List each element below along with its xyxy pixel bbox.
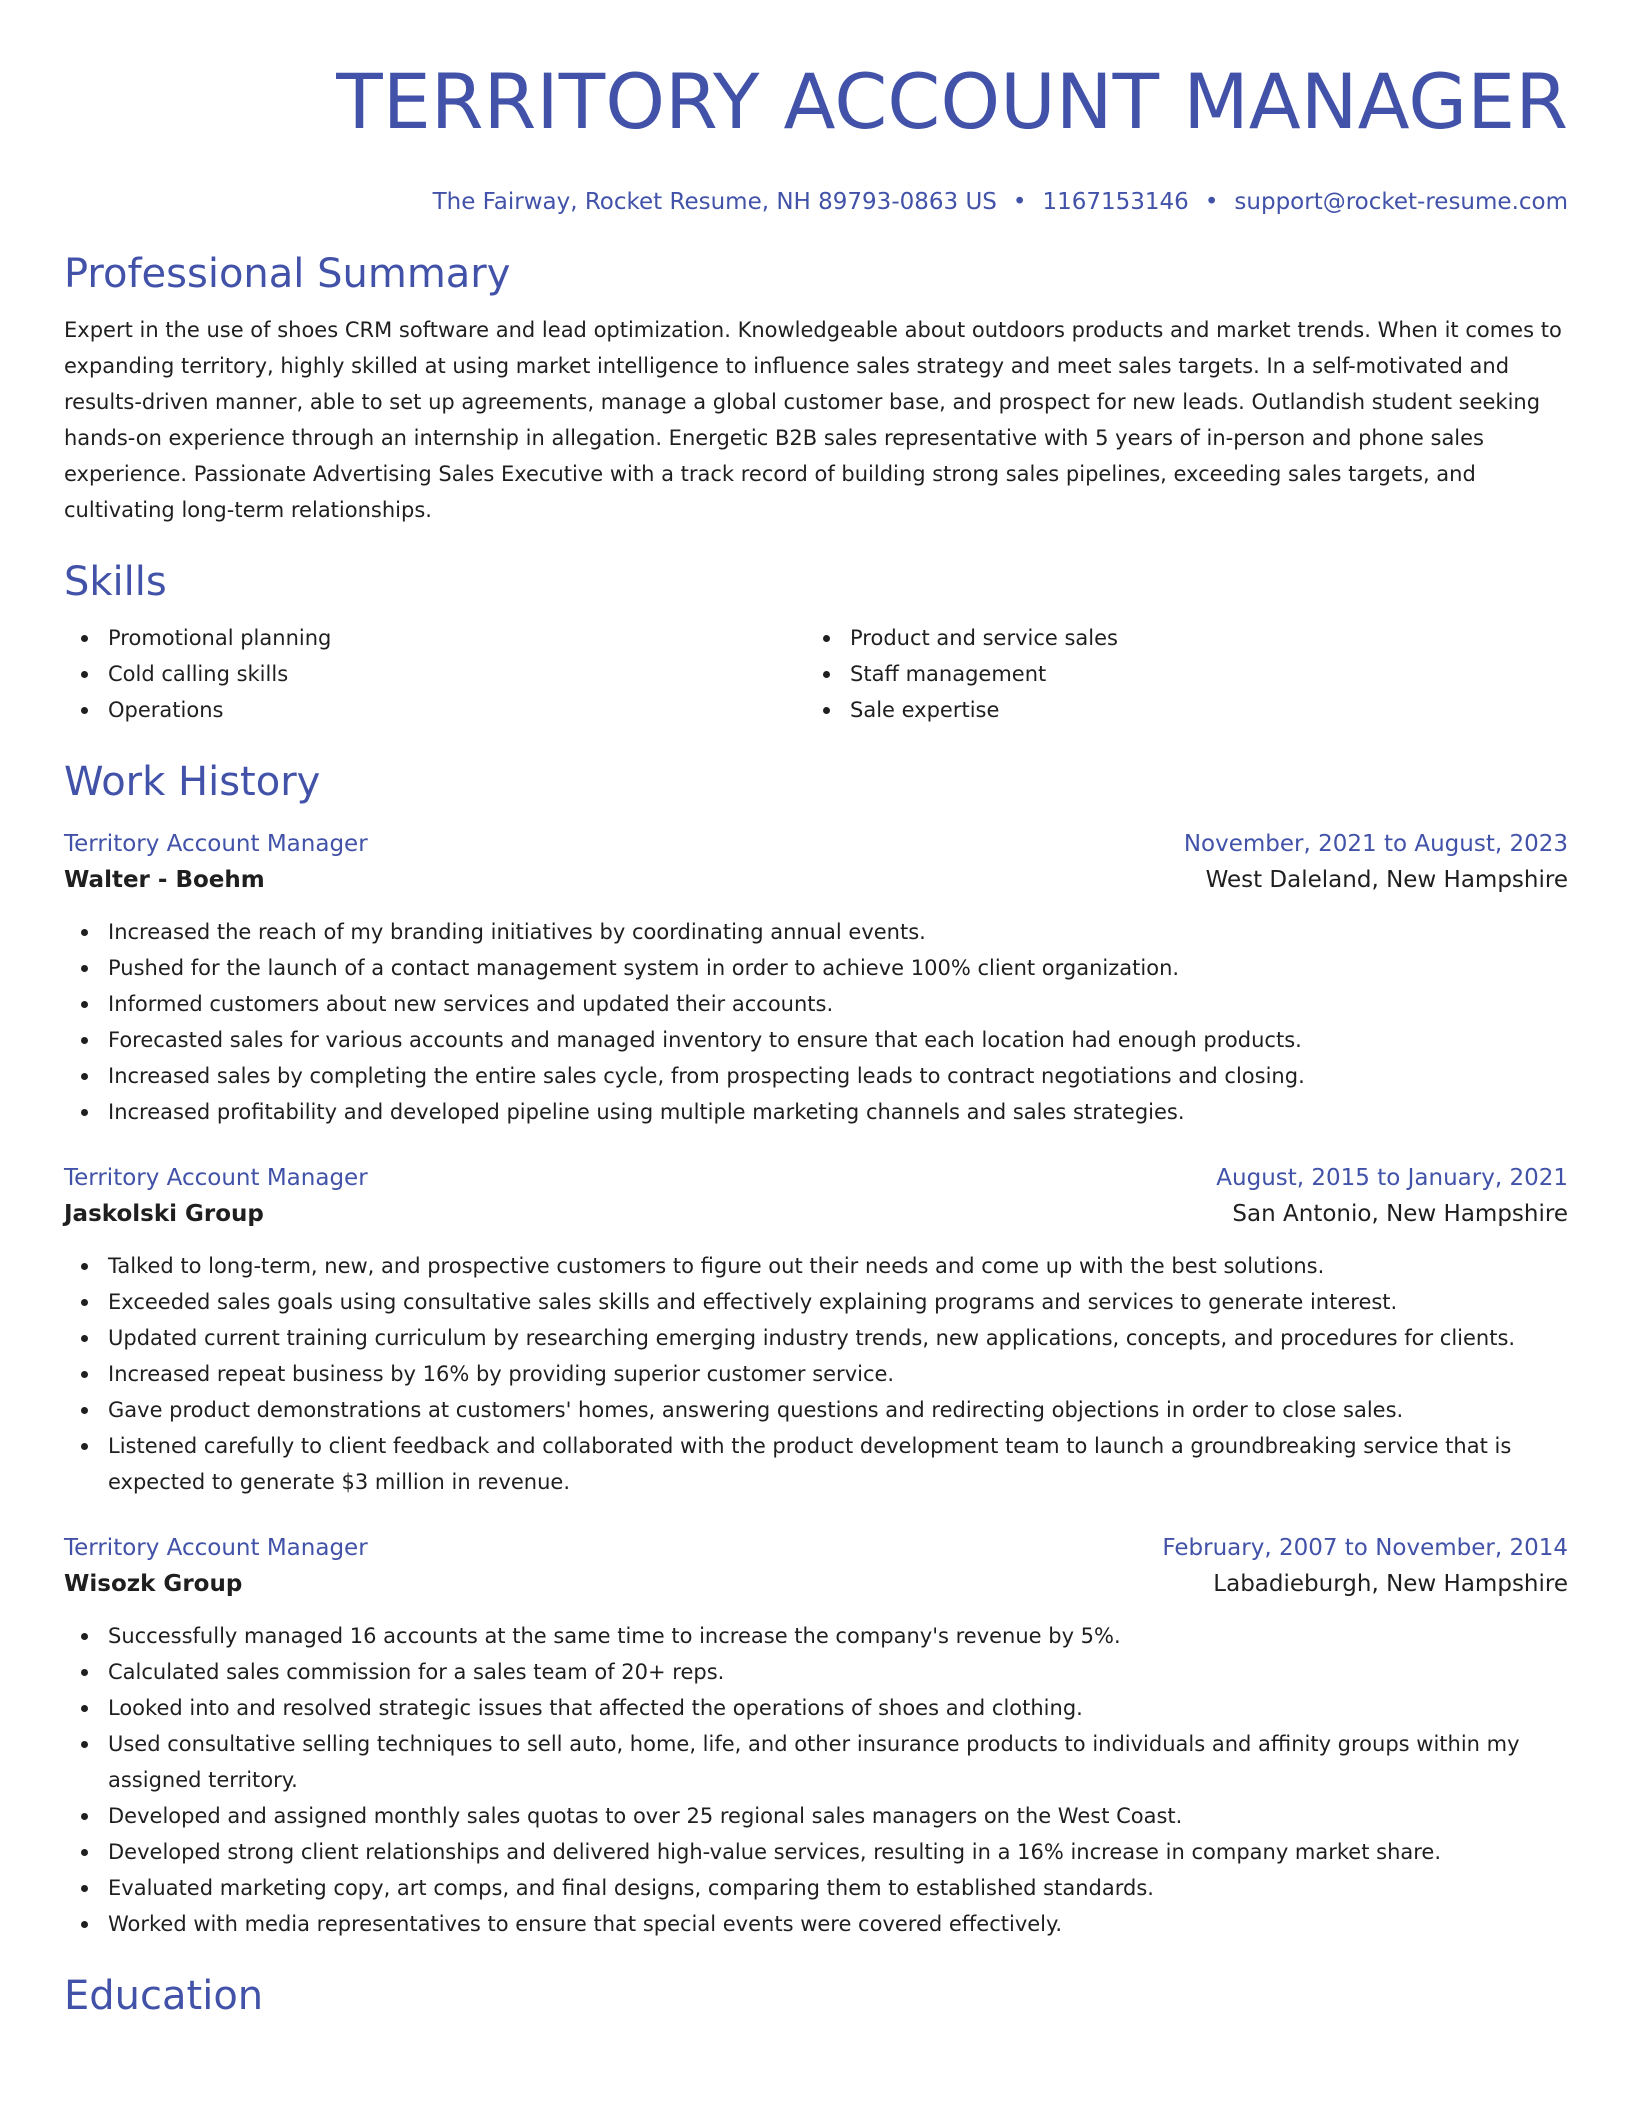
job-title: Territory Account Manager (64, 1535, 368, 1561)
job-location: San Antonio, New Hampshire (1232, 1201, 1568, 1227)
job-bullet: Used consultative selling techniques to sell auto, home, life, and other insurance products to individuals and affinity groups within my assigned territory. (64, 1726, 1568, 1798)
contact-line (64, 188, 1568, 216)
skill-item: Sale expertise (806, 692, 1548, 728)
job-company-row (64, 1566, 1568, 1602)
education-heading: Education (64, 1973, 264, 2019)
resume-name: TERRITORY ACCOUNT MANAGER (336, 57, 1568, 146)
job-entry (64, 1160, 1568, 1500)
summary-heading: Professional Summary (64, 251, 511, 297)
job-dates: November, 2021 to August, 2023 (1183, 831, 1568, 857)
job-title: Territory Account Manager (64, 831, 368, 857)
job-bullet: Developed strong client relationships and delivered high-value services, resulting in a 16% increase in company market share. (64, 1834, 1568, 1870)
job-bullet: Worked with media representatives to ensure that special events were covered effectively. (64, 1906, 1568, 1942)
job-bullet: Increased sales by completing the entire sales cycle, from prospecting leads to contract negotiations and closing. (64, 1058, 1568, 1094)
job-company: Jaskolski Group (64, 1201, 264, 1227)
job-bullet: Listened carefully to client feedback and collaborated with the product development team to launch a groundbreaking service that is expected to generate $3 million in revenue. (64, 1428, 1568, 1500)
skill-item: Promotional planning (64, 620, 806, 656)
job-bullet: Exceeded sales goals using consultative sales skills and effectively explaining programs and services to generate interest. (64, 1284, 1568, 1320)
job-header-row (64, 826, 1568, 862)
job-entry (64, 826, 1568, 1130)
work-history-heading: Work History (64, 759, 321, 805)
skills-column-left (64, 620, 806, 728)
job-bullet: Developed and assigned monthly sales quotas to over 25 regional sales managers on the West Coast. (64, 1798, 1568, 1834)
job-header-row (64, 1530, 1568, 1566)
job-bullet: Informed customers about new services and updated their accounts. (64, 986, 1568, 1022)
job-bullet: Evaluated marketing copy, art comps, and final designs, comparing them to established standards. (64, 1870, 1568, 1906)
job-company: Wisozk Group (64, 1571, 243, 1597)
skill-item: Staff management (806, 656, 1548, 692)
job-bullets (64, 1618, 1568, 1942)
job-bullet: Pushed for the launch of a contact management system in order to achieve 100% client organization. (64, 950, 1568, 986)
job-location: Labadieburgh, New Hampshire (1213, 1571, 1568, 1597)
job-bullet: Successfully managed 16 accounts at the same time to increase the company's revenue by 5%. (64, 1618, 1568, 1654)
summary-text: Expert in the use of shoes CRM software and lead optimization. Knowledgeable about outdoors products and market trends. When it comes to expanding territory, highly skilled at using market intelligence to influence sales strategy and meet sales targets. In a self-motivated and results-driven manner, able to set up agreements, manage a global customer base, and prospect for new leads. Outlandish student seeking hands-on experience through an internship in allegation. Energetic B2B sales representative with 5 years of in-person and phone sales experience. Passionate Advertising Sales Executive with a track record of building strong sales pipelines, exceeding sales targets, and cultivating long-term relationships. (64, 318, 1562, 522)
contact-address: The Fairway, Rocket Resume, NH 89793-0863 US (432, 189, 997, 215)
job-header-row (64, 1160, 1568, 1196)
skills-column-right (806, 620, 1548, 728)
job-company-row (64, 862, 1568, 898)
job-title: Territory Account Manager (64, 1165, 368, 1191)
job-bullet: Increased repeat business by 16% by providing superior customer service. (64, 1356, 1568, 1392)
skills-list (64, 620, 1568, 728)
job-bullet: Updated current training curriculum by researching emerging industry trends, new applications, concepts, and procedures for clients. (64, 1320, 1568, 1356)
contact-phone: 1167153146 (1042, 189, 1189, 215)
skill-item: Operations (64, 692, 806, 728)
contact-separator: • (1012, 189, 1027, 215)
job-bullet: Gave product demonstrations at customers' homes, answering questions and redirecting objections in order to close sales. (64, 1392, 1568, 1428)
job-bullet: Increased the reach of my branding initiatives by coordinating annual events. (64, 914, 1568, 950)
skills-heading: Skills (64, 559, 167, 605)
job-bullet: Calculated sales commission for a sales team of 20+ reps. (64, 1654, 1568, 1690)
job-bullets (64, 914, 1568, 1130)
job-location: West Daleland, New Hampshire (1205, 867, 1568, 893)
skill-item: Cold calling skills (64, 656, 806, 692)
job-company: Walter - Boehm (64, 867, 265, 893)
job-dates: August, 2015 to January, 2021 (1216, 1165, 1568, 1191)
contact-separator: • (1204, 189, 1219, 215)
job-bullets (64, 1248, 1568, 1500)
job-dates: February, 2007 to November, 2014 (1162, 1535, 1568, 1561)
job-bullet: Increased profitability and developed pipeline using multiple marketing channels and sales strategies. (64, 1094, 1568, 1130)
job-entry (64, 1530, 1568, 1942)
contact-email: support@rocket-resume.com (1234, 189, 1568, 215)
job-bullet: Talked to long-term, new, and prospective customers to figure out their needs and come up with the best solutions. (64, 1248, 1568, 1284)
skill-item: Product and service sales (806, 620, 1548, 656)
job-bullet: Looked into and resolved strategic issues that affected the operations of shoes and clothing. (64, 1690, 1568, 1726)
job-bullet: Forecasted sales for various accounts and managed inventory to ensure that each location had enough products. (64, 1022, 1568, 1058)
job-company-row (64, 1196, 1568, 1232)
